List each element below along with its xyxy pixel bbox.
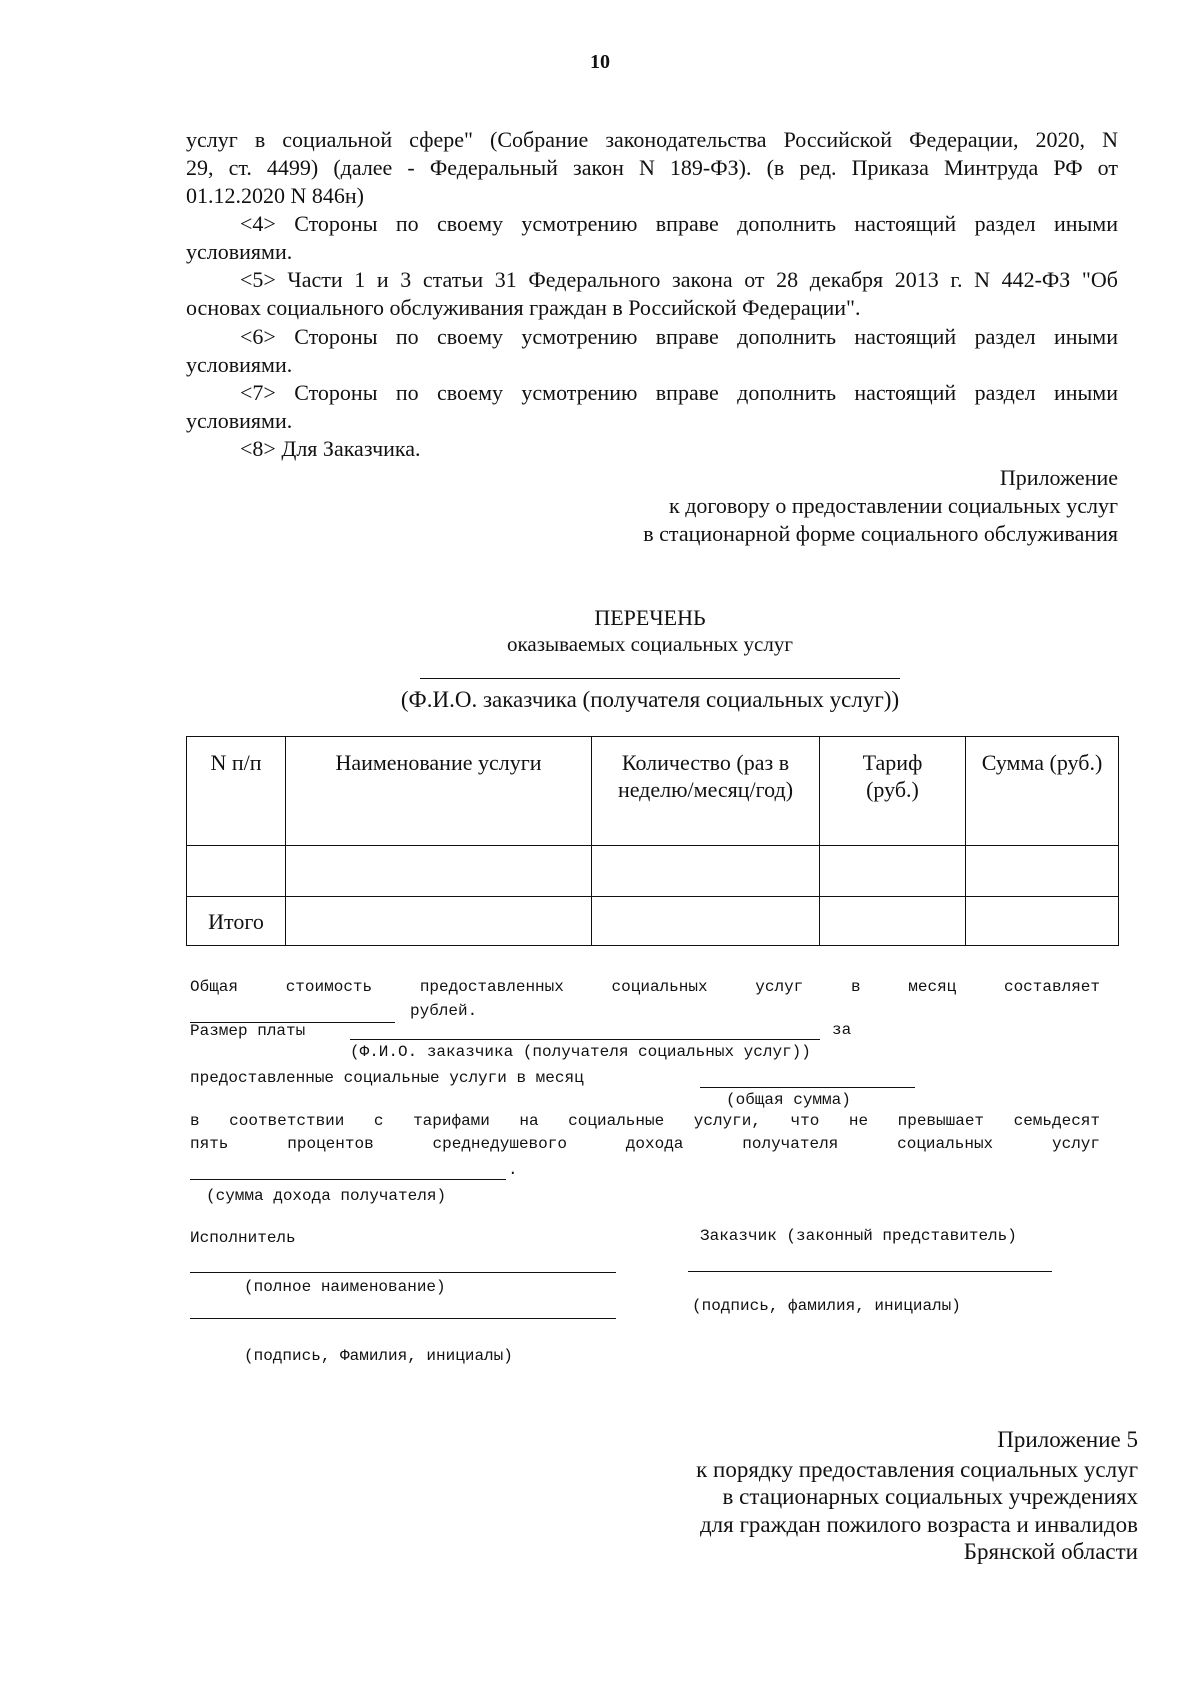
header-sum: Сумма (руб.): [966, 737, 1119, 846]
header-quantity: Количество (раз в неделю/месяц/год): [592, 737, 820, 846]
customer-label: Заказчик (законный представитель): [700, 1227, 1017, 1245]
month-line: предоставленные социальные услуги в месяц: [190, 1069, 584, 1087]
header-number: N п/п: [187, 737, 286, 846]
table-total-row: [187, 897, 1119, 946]
percent-line: пять процентов среднедушевого дохода получателя социальных услуг: [190, 1135, 1100, 1153]
executor-name-caption: (полное наименование): [244, 1278, 446, 1296]
table-cell: [286, 846, 592, 897]
executor-name-blank: [190, 1272, 616, 1273]
table-cell: [820, 897, 966, 946]
executor-label: Исполнитель: [190, 1229, 296, 1247]
fee-for: за: [832, 1021, 852, 1039]
header-service-name: Наименование услуги: [286, 737, 592, 846]
appendix5-line: для граждан пожилого возраста и инвалидов: [699, 1512, 1138, 1537]
note-line: условиями.: [186, 408, 293, 433]
note-line: <6> Стороны по своему усмотрению вправе дополнить настоящий раздел иными: [240, 324, 1118, 349]
table-cell: [592, 846, 820, 897]
appendix-title: Приложение: [999, 465, 1118, 490]
total-label: Итого: [187, 897, 286, 946]
fee-blank: [350, 1039, 820, 1040]
total-caption: (общая сумма): [726, 1091, 851, 1109]
services-table: [186, 736, 1119, 946]
executor-sign-blank: [190, 1318, 616, 1319]
table-cell: [966, 846, 1119, 897]
note-line: 29, ст. 4499) (далее - Федеральный закон N 189-ФЗ). (в ред. Приказа Минтруда РФ от: [186, 155, 1118, 180]
income-end: .: [508, 1161, 518, 1179]
customer-sign-caption: (подпись, фамилия, инициалы): [692, 1297, 961, 1315]
table-row: [187, 846, 1119, 897]
tariff-line: в соответствии с тарифами на социальные услуги, что не превышает семьдесят: [190, 1112, 1100, 1130]
appendix5-line: к порядку предоставления социальных услуг: [696, 1457, 1138, 1482]
table-cell: [187, 846, 286, 897]
note-line: <8> Для Заказчика.: [240, 436, 421, 461]
note-line: <4> Стороны по своему усмотрению вправе дополнить настоящий раздел иными: [240, 211, 1118, 236]
executor-sign-caption: (подпись, Фамилия, инициалы): [244, 1347, 513, 1365]
note-line: 01.12.2020 N 846н): [186, 183, 364, 208]
appendix-line: в стационарной форме социального обслуживания: [643, 521, 1118, 546]
note-line: <5> Части 1 и 3 статьи 31 Федерального закона от 28 декабря 2013 г. N 442-ФЗ "Об: [240, 267, 1118, 292]
appendix5-line: Брянской области: [963, 1539, 1138, 1564]
fio-underline: [420, 678, 900, 679]
appendix-line: к договору о предоставлении социальных услуг: [669, 493, 1118, 518]
total-blank: [700, 1087, 915, 1088]
note-line: основах социального обслуживания граждан в Российской Федерации".: [186, 295, 861, 320]
fee-caption: (Ф.И.О. заказчика (получателя социальных услуг)): [350, 1043, 811, 1061]
table-cell: [820, 846, 966, 897]
table-cell: [966, 897, 1119, 946]
table-cell: [286, 897, 592, 946]
fee-label: Размер платы: [190, 1022, 306, 1040]
appendix5-line: в стационарных социальных учреждениях: [722, 1484, 1138, 1509]
income-caption: (сумма дохода получателя): [206, 1187, 447, 1205]
fio-caption: (Ф.И.О. заказчика (получателя социальных услуг)): [400, 687, 900, 712]
cost-line: Общая стоимость предоставленных социальных услуг в месяц составляет: [190, 978, 1100, 996]
table-cell: [592, 897, 820, 946]
note-line: услуг в социальной сфере" (Собрание законодательства Российской Федерации, 2020, N: [186, 127, 1118, 152]
table-header-row: [187, 737, 1119, 846]
list-subtitle: оказываемых социальных услуг: [507, 632, 793, 656]
header-tariff: Тариф (руб.): [820, 737, 966, 846]
list-title: ПЕРЕЧЕНЬ: [594, 605, 706, 630]
rubles-label: рублей.: [410, 1002, 478, 1020]
customer-sign-blank: [688, 1271, 1052, 1272]
note-line: условиями.: [186, 239, 293, 264]
page-number: 10: [590, 51, 610, 73]
note-line: <7> Стороны по своему усмотрению вправе дополнить настоящий раздел иными: [240, 380, 1118, 405]
appendix5-title: Приложение 5: [997, 1427, 1138, 1452]
note-line: условиями.: [186, 352, 293, 377]
income-blank: [190, 1179, 506, 1180]
